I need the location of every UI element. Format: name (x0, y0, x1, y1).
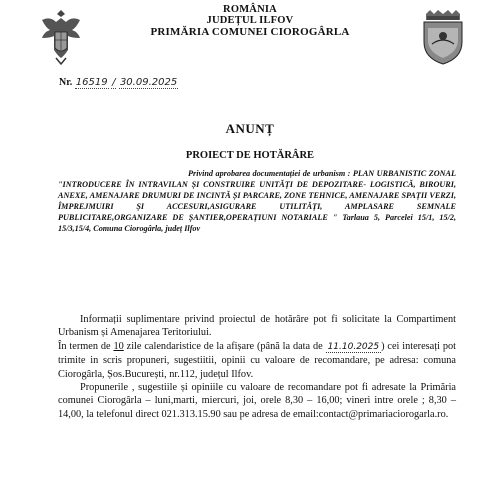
document-title: ANUNȚ (225, 121, 275, 136)
deadline-suffix: ) cei interesați pot trimite in scris propuneri, sugestiitii, opinii cu valoare de recomandare, pe adresa: comuna Ciorogârla, Șos.București, nr.112, județul Ilfov. (58, 340, 456, 380)
header-country: ROMÂNIA (223, 4, 277, 15)
deadline-mid: zile calendaristice de la afișare (până la data de (126, 340, 323, 352)
paragraph-deadline (58, 340, 456, 381)
deadline-prefix: În termen de (58, 340, 111, 352)
header-institution: PRIMĂRIA COMUNEI CIOROGÂRLA (150, 26, 350, 38)
registration-separator: / (112, 77, 116, 88)
deadline-date: 11.10.2025 (327, 341, 380, 352)
registration-label: Nr. (59, 77, 73, 88)
registration-number: 16519 (75, 77, 108, 88)
registration-date: 30.09.2025 (119, 77, 178, 88)
header-county: JUDEȚUL ILFOV (206, 15, 294, 26)
registration-number-line (59, 77, 178, 88)
announcement-body (58, 313, 456, 421)
paragraph-info: Informații suplimentare privind proiectul de hotărâre pot fi solicitate la Compartiment Urbanism și Amenajarea Teritoriului. (58, 314, 456, 339)
document-subtitle: PROIECT DE HOTĂRÂRE (185, 150, 315, 161)
paragraph-contact: Propunerile , sugestiile și opiniile cu valoare de recomandare pot fi adresate la Primăria comunei Ciorogârla – luni,marti, miercuri, joi, orele 8,30 – 16,00; vineri intre orele ; 8,30 – 14,00, la telefonul direct 021.313.15.90 sau pe adresa de email:contact@primariaciorogarla.ro. (58, 382, 456, 420)
deadline-days: 10 (113, 340, 124, 352)
project-description: Privind aprobarea documentației de urbanism : PLAN URBANISTIC ZONAL "INTRODUCERE ÎN INTRAVILAN ȘI CONSTRUIRE UNITĂȚI DE DEPOZITARE- LOGISTICĂ, BIROURI, ANEXE, AMENAJARE DRUMURI DE INCINTĂ ȘI PARCARE, ZONE TEHNICE, AMENAJARE SPAȚII VERZI, ÎMPREJMUIRI ȘI ACCESURI,ASIGURARE UTILITĂȚI, AMPLASARE SEMNALE PUBLICITARE,ORGANIZARE DE ȘANTIER,OPERAȚIUNI NOTARIALE " Tarlaua 5, Parcelei 15/1, 15/2, 15/3,15/4, Comuna Ciorogârla, județ Ilfov (58, 169, 456, 233)
